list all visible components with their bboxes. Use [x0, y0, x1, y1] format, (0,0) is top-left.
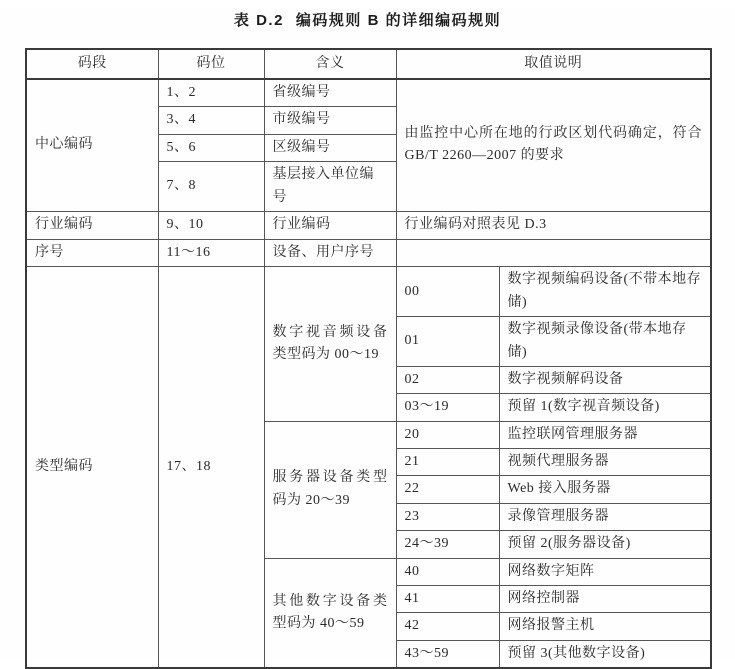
coding-rules-table [25, 48, 712, 669]
type-group-meaning-cell: 数字视音频设备类型码为 00～19 [264, 267, 396, 421]
type-desc-cell: 监控联网管理服务器 [499, 421, 711, 448]
document-page [0, 9, 735, 661]
table-row [26, 239, 711, 266]
table-row [26, 211, 711, 239]
center-value-desc-cell: 由监控中心所在地的行政区划代码确定，符合 GB/T 2260—2007 的要求 [396, 79, 711, 211]
type-code-cell: 40 [396, 558, 499, 585]
type-code-cell: 00 [396, 267, 499, 317]
type-desc-cell: 数字视频录像设备(带本地存储) [499, 317, 711, 367]
serial-segment-cell: 序号 [26, 239, 158, 266]
type-desc-cell: 预留 1(数字视音频设备) [499, 394, 711, 421]
header-position: 码位 [158, 49, 264, 79]
header-meaning: 含义 [264, 49, 396, 79]
type-desc-cell: 视频代理服务器 [499, 449, 711, 476]
table-title-text: 编码规则 B 的详细编码规则 [295, 12, 502, 29]
header-segment: 码段 [26, 49, 158, 79]
table-row [26, 267, 711, 317]
industry-meaning-cell: 行业编码 [264, 211, 396, 239]
type-code-cell: 22 [396, 476, 499, 503]
serial-value-desc-cell [396, 239, 711, 266]
type-code-cell: 02 [396, 366, 499, 393]
type-code-cell: 21 [396, 449, 499, 476]
center-meaning-cell: 区级编号 [264, 134, 396, 161]
type-code-cell: 43～59 [396, 640, 499, 668]
serial-meaning-cell: 设备、用户序号 [264, 239, 396, 266]
center-segment-cell: 中心编码 [26, 79, 158, 211]
type-desc-cell: 网络控制器 [499, 586, 711, 613]
type-desc-cell: 预留 2(服务器设备) [499, 531, 711, 558]
type-desc-cell: 预留 3(其他数字设备) [499, 640, 711, 668]
type-code-cell: 24～39 [396, 531, 499, 558]
type-group-meaning-cell: 服务器设备类型码为 20～39 [264, 421, 396, 558]
type-desc-cell: 录像管理服务器 [499, 503, 711, 530]
type-group-meaning-cell: 其他数字设备类型码为 40～59 [264, 558, 396, 668]
type-desc-cell: 网络数字矩阵 [499, 558, 711, 585]
table-title [0, 9, 735, 30]
type-code-cell: 03～19 [396, 394, 499, 421]
center-meaning-cell: 市级编号 [264, 107, 396, 134]
type-code-cell: 42 [396, 613, 499, 640]
type-desc-cell: 数字视频解码设备 [499, 366, 711, 393]
header-row [26, 49, 711, 79]
type-desc-cell: Web 接入服务器 [499, 476, 711, 503]
industry-value-desc-cell: 行业编码对照表见 D.3 [396, 211, 711, 239]
table-row [26, 79, 711, 107]
center-meaning-cell: 基层接入单位编号 [264, 162, 396, 212]
industry-segment-cell: 行业编码 [26, 211, 158, 239]
header-value-desc: 取值说明 [396, 49, 711, 79]
type-code-cell: 01 [396, 317, 499, 367]
center-pos-cell: 5、6 [158, 134, 264, 161]
industry-pos-cell: 9、10 [158, 211, 264, 239]
type-desc-cell: 网络报警主机 [499, 613, 711, 640]
center-pos-cell: 3、4 [158, 107, 264, 134]
type-pos-cell: 17、18 [158, 267, 264, 668]
type-segment-cell: 类型编码 [26, 267, 158, 668]
center-pos-cell: 7、8 [158, 162, 264, 212]
type-code-cell: 20 [396, 421, 499, 448]
type-desc-cell: 数字视频编码设备(不带本地存储) [499, 267, 711, 317]
table-number: 表 D.2 [233, 12, 284, 29]
serial-pos-cell: 11～16 [158, 239, 264, 266]
type-code-cell: 41 [396, 586, 499, 613]
center-pos-cell: 1、2 [158, 79, 264, 107]
center-meaning-cell: 省级编号 [264, 79, 396, 107]
type-code-cell: 23 [396, 503, 499, 530]
